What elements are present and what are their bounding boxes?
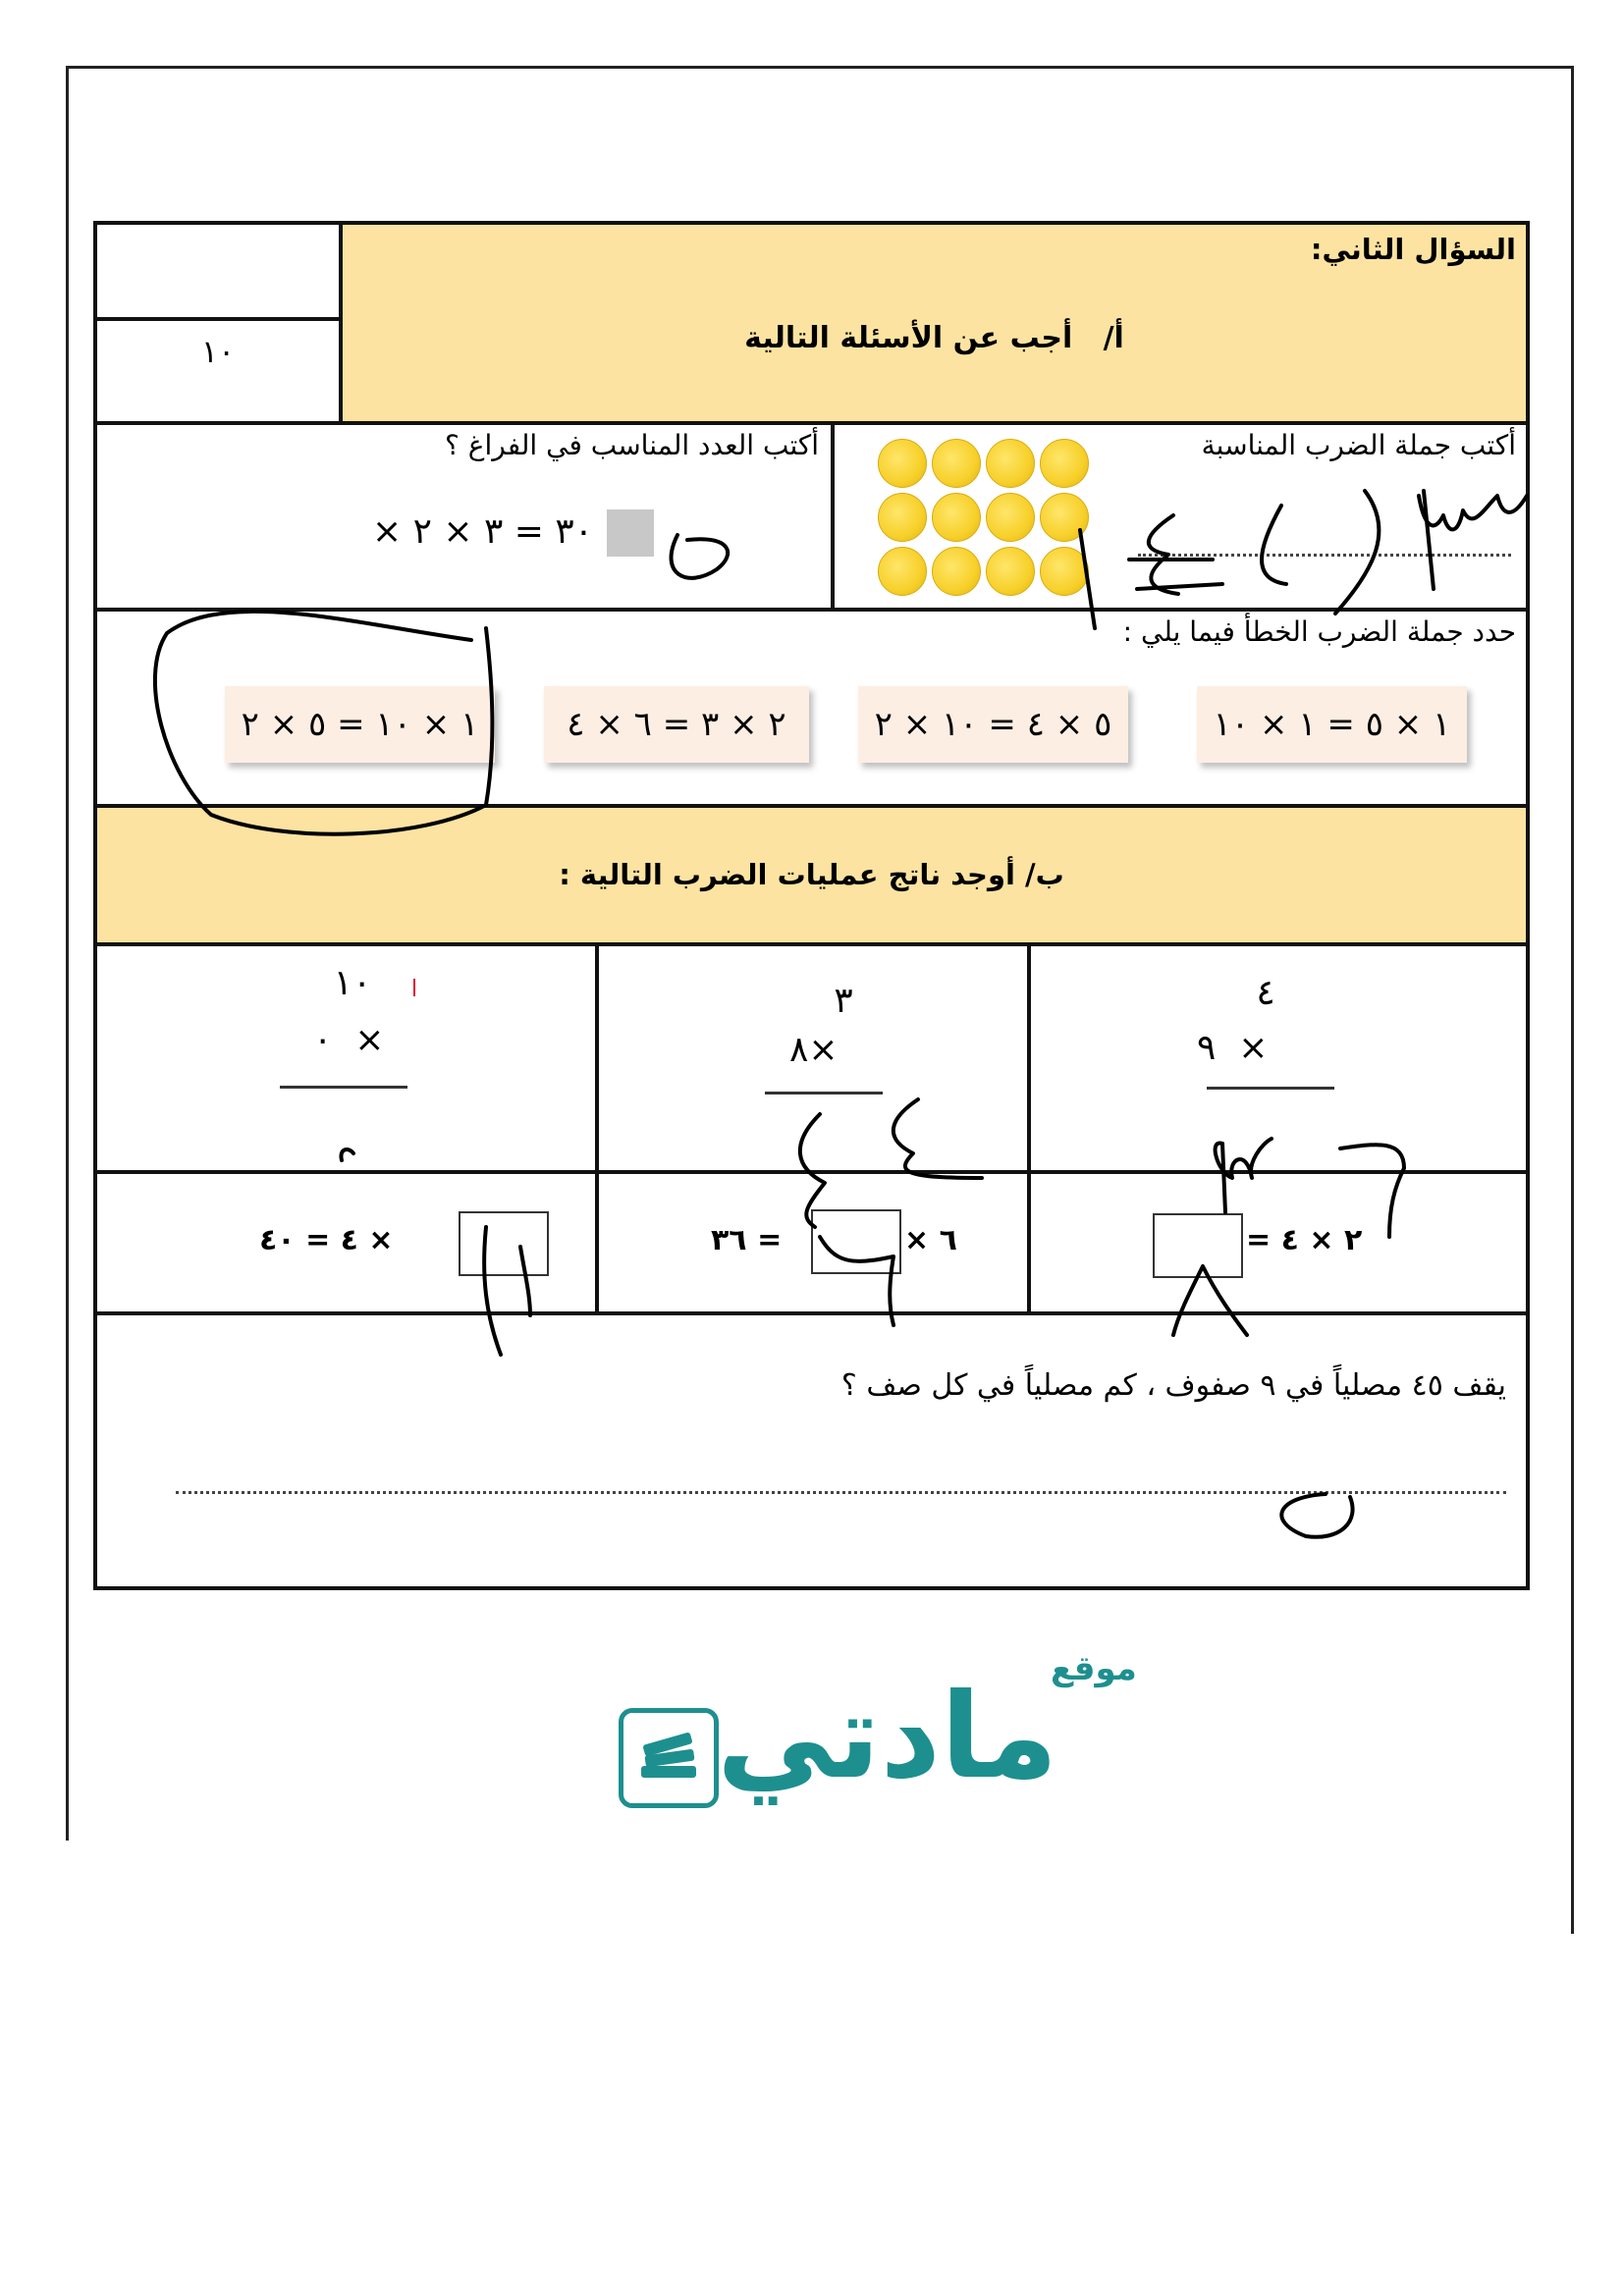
answer-rule bbox=[280, 1086, 407, 1089]
section-title: السؤال الثاني: bbox=[1310, 233, 1516, 266]
frame-gap bbox=[66, 1841, 72, 1958]
box-expression: ٦ × bbox=[904, 1223, 957, 1257]
vertical-top: ٤ bbox=[1256, 973, 1275, 1013]
vertical-top: ١٠ bbox=[333, 963, 372, 1003]
coin bbox=[1040, 493, 1089, 542]
answer-box bbox=[459, 1211, 549, 1276]
books-icon bbox=[619, 1708, 719, 1808]
coin bbox=[986, 547, 1035, 596]
answer-line bbox=[176, 1491, 1506, 1494]
score-value: ١٠ bbox=[200, 333, 236, 370]
answer-box bbox=[811, 1209, 901, 1274]
wrong-prompt: حدد جملة الضرب الخطأ فيما يلي : bbox=[1122, 615, 1516, 648]
part-b-title: ب/ أوجد ناتج عمليات الضرب التالية : bbox=[559, 858, 1064, 891]
coin bbox=[1040, 439, 1089, 488]
answer-rule bbox=[765, 1092, 883, 1095]
option-card: ١ × ٥ = ١ × ١٠ bbox=[1197, 686, 1467, 763]
logo-main-text: مادتي bbox=[717, 1669, 1058, 1805]
madati-logo bbox=[599, 1649, 1159, 1845]
option-card: ٢ × ٣ = ٦ × ٤ bbox=[544, 686, 809, 763]
part-a-title: أ/ أجب عن الأسئلة التالية bbox=[744, 321, 1124, 355]
box-expression: ٢ × ٤ = bbox=[1246, 1223, 1363, 1257]
option-card: ٥ × ٤ = ١٠ × ٢ bbox=[858, 686, 1128, 763]
fill-equation: ٣٠ = ٣ × ٢ × bbox=[372, 511, 594, 552]
coin bbox=[932, 547, 981, 596]
option-card: ١ × ١٠ = ٥ × ٢ bbox=[225, 686, 495, 763]
vertical-top: ٣ bbox=[834, 981, 853, 1021]
logo-small-text: موقع bbox=[1051, 1649, 1137, 1688]
box-expression: × ٤ = ٤٠ bbox=[259, 1223, 394, 1257]
exam-sheet bbox=[93, 221, 1530, 1590]
coin bbox=[986, 493, 1035, 542]
vertical-bottom: ٩ × bbox=[1197, 1028, 1269, 1068]
vertical-bottom: ٨× bbox=[789, 1030, 839, 1070]
blank-box bbox=[607, 509, 654, 557]
sentence-prompt: أكتب جملة الضرب المناسبة bbox=[1201, 429, 1516, 461]
answer-box bbox=[1153, 1213, 1243, 1278]
box-expression: = ٣٦ bbox=[711, 1223, 783, 1257]
coin bbox=[1040, 547, 1089, 596]
coin bbox=[932, 439, 981, 488]
coin bbox=[878, 493, 927, 542]
fill-prompt: أكتب العدد المناسب في الفراغ ؟ bbox=[445, 429, 819, 461]
answer-line bbox=[1138, 554, 1511, 557]
answer-rule bbox=[1207, 1087, 1334, 1090]
vertical-bottom: ٠ × bbox=[313, 1020, 385, 1060]
word-problem: يقف ٤٥ مصلياً في ٩ صفوف ، كم مصلياً في كل صف ؟ bbox=[840, 1368, 1506, 1403]
coin bbox=[986, 439, 1035, 488]
coin bbox=[878, 439, 927, 488]
coin bbox=[878, 547, 927, 596]
coin bbox=[932, 493, 981, 542]
